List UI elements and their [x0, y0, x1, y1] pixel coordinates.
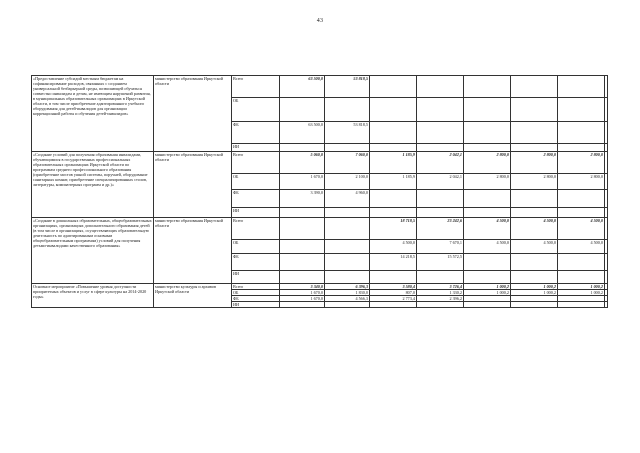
amount-cell — [370, 302, 417, 308]
amount-cell: 18 718,5 — [370, 218, 417, 240]
amount-cell — [280, 218, 325, 240]
amount-cell — [370, 76, 417, 98]
amount-cell — [325, 240, 370, 254]
amount-cell — [464, 208, 511, 218]
amount-cell: 1 000,2 — [511, 284, 558, 290]
amount-cell — [605, 122, 608, 144]
amount-cell — [370, 271, 417, 284]
amount-cell: 4 500,0 — [464, 218, 511, 240]
funding-source: ФБ — [232, 254, 280, 271]
amount-cell: 4 500,0 — [370, 240, 417, 254]
amount-cell — [370, 98, 417, 122]
measure-executor: министерство образования Иркутской области — [154, 152, 232, 218]
amount-cell — [325, 218, 370, 240]
measure-description: «Предоставление субсидий местным бюджетам на софинансирование расходов, связанных с созданием универсальной безбарьерной среды, позволяющей обучаться совместно инвалидам и детям, не имеющим нарушений развития, в муниципальных образовательных организациях в Иркутской области, в том числе приобретение адаптированного учебного оборудования для детей-инвалидов для организации коррекционной работы и обучения детей-инвалидов» — [32, 76, 154, 152]
amount-cell — [280, 208, 325, 218]
amount-cell: 2 396,2 — [417, 296, 464, 302]
amount-cell: 1 330,2 — [417, 290, 464, 296]
amount-cell: 53 818,5 — [325, 122, 370, 144]
amount-cell: 4 500,0 — [511, 218, 558, 240]
funding-source: ОБ — [232, 290, 280, 296]
amount-cell — [511, 208, 558, 218]
funding-source: ФБ — [232, 190, 280, 208]
amount-cell: 1 000,2 — [558, 290, 605, 296]
funding-source: Всего — [232, 218, 280, 240]
amount-cell — [280, 254, 325, 271]
amount-cell — [464, 190, 511, 208]
amount-cell — [511, 122, 558, 144]
amount-cell — [280, 144, 325, 152]
amount-cell: 3 580,4 — [370, 284, 417, 290]
amount-cell — [605, 254, 608, 271]
amount-cell — [605, 190, 608, 208]
amount-cell: 4 500,0 — [511, 240, 558, 254]
amount-cell — [464, 98, 511, 122]
amount-cell — [325, 302, 370, 308]
amount-cell: 14 218,5 — [370, 254, 417, 271]
amount-cell — [280, 271, 325, 284]
funding-source: ОБ — [232, 240, 280, 254]
amount-cell — [417, 76, 464, 98]
funding-source: ИИ — [232, 208, 280, 218]
amount-cell: 63 500,0 — [280, 76, 325, 98]
amount-cell: 3 340,0 — [280, 284, 325, 290]
amount-cell: 1 830,0 — [325, 290, 370, 296]
amount-cell: 3 390,0 — [280, 190, 325, 208]
funding-source: ФБ — [232, 296, 280, 302]
amount-cell — [280, 240, 325, 254]
amount-cell — [605, 144, 608, 152]
amount-cell: 1 000,2 — [464, 290, 511, 296]
amount-cell — [558, 76, 605, 98]
measure-executor: министерство культуры и архивов Иркутской области — [154, 284, 232, 308]
amount-cell: 4 500,0 — [558, 240, 605, 254]
amount-cell: 4 500,0 — [558, 218, 605, 240]
amount-cell: 4 500,0 — [464, 240, 511, 254]
amount-cell — [370, 208, 417, 218]
amount-cell: 2 100,0 — [325, 174, 370, 190]
amount-cell: 1 670,0 — [280, 174, 325, 190]
amount-cell: 1 000,2 — [558, 284, 605, 290]
amount-cell — [280, 302, 325, 308]
amount-cell — [605, 98, 608, 122]
amount-cell: 2 800,0 — [558, 152, 605, 174]
amount-cell — [605, 218, 608, 240]
amount-cell — [558, 302, 605, 308]
amount-cell — [511, 254, 558, 271]
amount-cell — [558, 144, 605, 152]
funding-source: Всего — [232, 76, 280, 98]
amount-cell — [417, 271, 464, 284]
funding-source: ОБ — [232, 174, 280, 190]
page-number: 43 — [316, 18, 324, 24]
amount-cell — [605, 240, 608, 254]
amount-cell — [464, 254, 511, 271]
amount-cell — [417, 122, 464, 144]
amount-cell — [605, 152, 608, 174]
amount-cell: 15 572,5 — [417, 254, 464, 271]
measure-description: «Создание в дошкольных образовательных, общеобразовательных организациях, организациях дополнительного образования детей (в том числе в организациях, осуществляющих образовательную деятельность по адаптированным основным общеобразовательным программам) условий для получения детьми-инвалидами качественного образования» — [32, 218, 154, 284]
funding-source: ИИ — [232, 144, 280, 152]
amount-cell: 2 800,0 — [511, 152, 558, 174]
amount-cell — [558, 271, 605, 284]
amount-cell — [464, 122, 511, 144]
amount-cell — [464, 144, 511, 152]
amount-cell: 53 818,5 — [325, 76, 370, 98]
amount-cell: 7 060,0 — [325, 152, 370, 174]
amount-cell — [325, 144, 370, 152]
funding-source: ИИ — [232, 302, 280, 308]
amount-cell — [605, 174, 608, 190]
budget-table — [31, 75, 608, 308]
measure-description: «Создание условий для получения образования инвалидами, обучающимися в государственных профессиональных образовательных организациях Иркутской области по программам среднего профессионального образования (приобретение мостов ушной системы, поручней, оборудование санитарных комнат, приобретение специализированных столов, литературы, компьютерных программ и др.)» — [32, 152, 154, 218]
amount-cell — [605, 76, 608, 98]
amount-cell — [417, 190, 464, 208]
amount-cell: 1 185,9 — [370, 174, 417, 190]
amount-cell — [605, 208, 608, 218]
amount-cell — [280, 98, 325, 122]
amount-cell: 1 670,0 — [280, 290, 325, 296]
amount-cell: 23 242,6 — [417, 218, 464, 240]
amount-cell — [464, 76, 511, 98]
measure-description: Основное мероприятие «Повышение уровня доступности приоритетных объектов и услуг в сфере культуры на 2014-2020 годы» — [32, 284, 154, 308]
amount-cell — [605, 302, 608, 308]
amount-cell — [325, 271, 370, 284]
amount-cell: 2 800,0 — [558, 174, 605, 190]
amount-cell — [511, 190, 558, 208]
amount-cell — [417, 144, 464, 152]
amount-cell — [558, 122, 605, 144]
amount-cell — [511, 76, 558, 98]
amount-cell: 7 670,1 — [417, 240, 464, 254]
amount-cell: 2 042,1 — [417, 152, 464, 174]
amount-cell — [511, 271, 558, 284]
amount-cell — [558, 98, 605, 122]
amount-cell: 1 185,9 — [370, 152, 417, 174]
amount-cell — [511, 144, 558, 152]
amount-cell: 2 042,1 — [417, 174, 464, 190]
measure-executor: министерство образования Иркутской области — [154, 218, 232, 284]
table-row — [32, 218, 608, 240]
table-row — [32, 76, 608, 98]
amount-cell: 6 396,3 — [325, 284, 370, 290]
funding-source: ФБ — [232, 122, 280, 144]
amount-cell — [605, 271, 608, 284]
amount-cell: 2 800,0 — [511, 174, 558, 190]
table-row — [32, 152, 608, 174]
funding-source: Всего — [232, 152, 280, 174]
amount-cell: 1 000,2 — [511, 290, 558, 296]
amount-cell — [511, 98, 558, 122]
amount-cell: 3 726,4 — [417, 284, 464, 290]
amount-cell — [417, 208, 464, 218]
funding-source: Всего — [232, 284, 280, 290]
funding-source: ОБ — [232, 98, 280, 122]
amount-cell: 4 566,3 — [325, 296, 370, 302]
amount-cell — [558, 254, 605, 271]
amount-cell: 4 960,0 — [325, 190, 370, 208]
amount-cell: 2 773,4 — [370, 296, 417, 302]
amount-cell — [558, 208, 605, 218]
amount-cell: 63 500,0 — [280, 122, 325, 144]
amount-cell — [325, 254, 370, 271]
amount-cell: 1 670,0 — [280, 296, 325, 302]
amount-cell: 807,0 — [370, 290, 417, 296]
amount-cell: 5 060,0 — [280, 152, 325, 174]
amount-cell — [464, 271, 511, 284]
amount-cell — [325, 98, 370, 122]
amount-cell: 1 000,2 — [464, 284, 511, 290]
amount-cell — [370, 144, 417, 152]
measure-executor: министерство образования Иркутской области — [154, 76, 232, 152]
amount-cell — [417, 98, 464, 122]
amount-cell — [370, 122, 417, 144]
amount-cell — [417, 302, 464, 308]
amount-cell — [511, 302, 558, 308]
amount-cell — [325, 208, 370, 218]
amount-cell — [464, 302, 511, 308]
amount-cell: 2 800,0 — [464, 174, 511, 190]
funding-source: ИИ — [232, 271, 280, 284]
amount-cell — [558, 190, 605, 208]
amount-cell — [370, 190, 417, 208]
amount-cell: 2 800,0 — [464, 152, 511, 174]
